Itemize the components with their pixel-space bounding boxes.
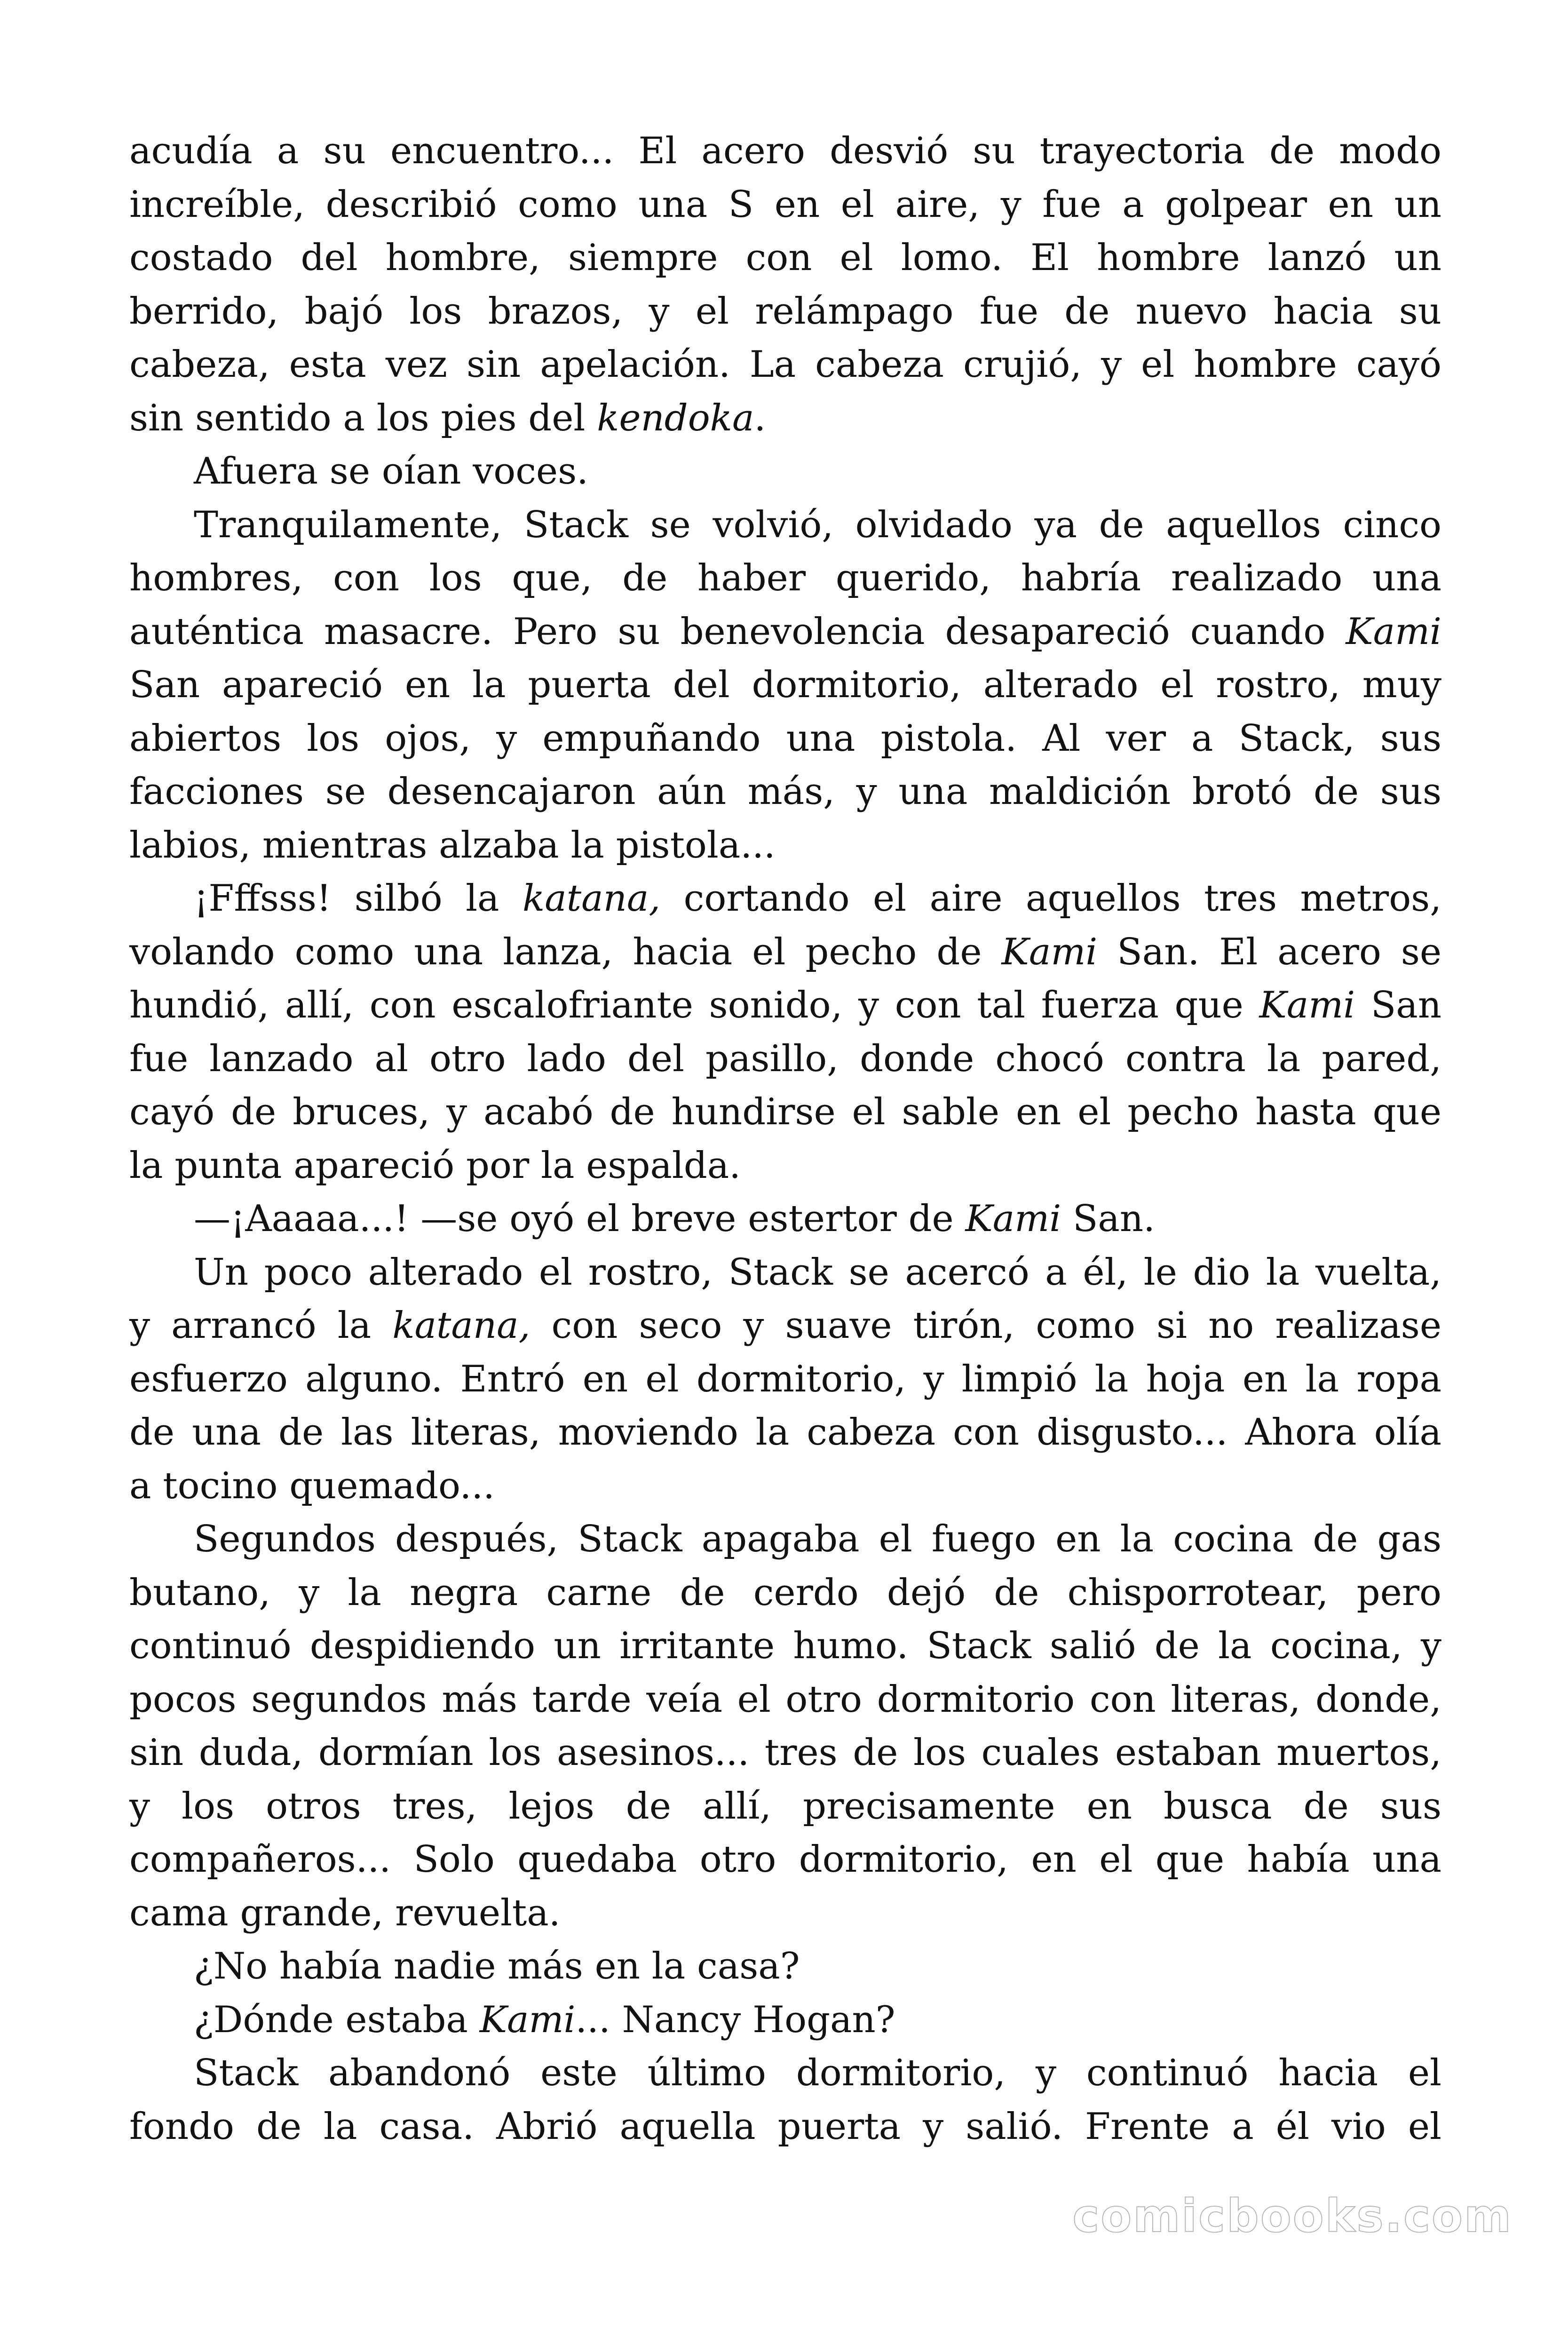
text-line [129, 125, 1441, 178]
text-line [129, 1406, 1441, 1460]
text-segment: hombres, con los que, de haber querido, habría realizado una [129, 557, 1441, 599]
text-line [129, 979, 1441, 1033]
text-segment: Stack abandonó este último dormitorio, y continuó hacia el [194, 2052, 1441, 2094]
text-line [129, 1673, 1441, 1727]
text-segment: San apareció en la puerta del dormitorio, alterado el rostro, muy [129, 664, 1441, 706]
text-segment: Tranquilamente, Stack se volvió, olvidado ya de aquellos cinco [194, 503, 1441, 546]
text-line [129, 1726, 1441, 1780]
text-line [129, 1353, 1441, 1406]
text-segment: —¡Aaaaa...! —se oyó el breve estertor de [194, 1198, 966, 1240]
text-segment: la punta apareció por la espalda. [129, 1144, 741, 1187]
text-line [129, 1887, 1441, 1940]
text-segment: y los otros tres, lejos de allí, precisamente en busca de sus [129, 1785, 1441, 1828]
text-line [129, 1994, 1441, 2047]
text-line [129, 2100, 1441, 2154]
page-text-body [129, 125, 1441, 2153]
watermark: comicbooks.com [1072, 2190, 1513, 2242]
text-line [129, 1139, 1441, 1193]
italic-text: katana, [392, 1304, 531, 1347]
text-segment: increíble, describió como una S en el aire, y fue a golpear en un [129, 183, 1441, 226]
text-segment: fue lanzado al otro lado del pasillo, donde chocó contra la pared, [129, 1037, 1441, 1080]
text-segment: y arrancó la [129, 1304, 393, 1347]
text-segment: de una de las literas, moviendo la cabeza con disgusto... Ahora olía [129, 1411, 1441, 1454]
text-line [129, 338, 1441, 392]
text-line [129, 1086, 1441, 1139]
text-line [129, 1033, 1441, 1086]
text-line [129, 1833, 1441, 1887]
text-segment: . [754, 397, 766, 439]
text-segment: ¿No había nadie más en la casa? [194, 1945, 800, 1987]
text-segment: berrido, bajó los brazos, y el relámpago fue de nuevo hacia su [129, 290, 1441, 333]
italic-text: Kami [1259, 984, 1355, 1026]
text-segment: fondo de la casa. Abrió aquella puerta y salió. Frente a él vio el [129, 2105, 1441, 2148]
text-line [129, 445, 1441, 499]
text-line [129, 712, 1441, 766]
text-segment: esfuerzo alguno. Entró en el dormitorio, y limpió la hoja en la ropa [129, 1358, 1441, 1400]
text-segment: volando como una lanza, hacia el pecho de [129, 930, 1002, 973]
text-segment: cama grande, revuelta. [129, 1891, 561, 1934]
text-line [129, 1940, 1441, 1994]
text-line [129, 765, 1441, 819]
text-line [129, 926, 1441, 979]
text-segment: ... Nancy Hogan? [575, 1998, 895, 2041]
italic-text: Kami [479, 1998, 576, 2041]
text-line [129, 392, 1441, 445]
text-line [129, 499, 1441, 552]
text-segment: butano, y la negra carne de cerdo dejó de chisporrotear, pero [129, 1571, 1441, 1614]
text-segment: San. El acero se [1097, 930, 1442, 973]
italic-text: Kami [1001, 930, 1098, 973]
text-segment: continuó despidiendo un irritante humo. Stack salió de la cocina, y [129, 1625, 1441, 1667]
text-line [129, 1620, 1441, 1673]
text-segment: sin duda, dormían los asesinos... tres de los cuales estaban muertos, [129, 1732, 1441, 1774]
text-segment: costado del hombre, siempre con el lomo. El hombre lanzó un [129, 237, 1441, 279]
text-line [129, 552, 1441, 605]
text-segment: pocos segundos más tarde veía el otro dormitorio con literas, donde, [129, 1678, 1441, 1721]
text-line [129, 178, 1441, 232]
text-segment: a tocino quemado... [129, 1464, 495, 1507]
text-segment: ¿Dónde estaba [194, 1998, 480, 2041]
text-segment: Afuera se oían voces. [194, 450, 588, 493]
text-line [129, 605, 1441, 659]
text-segment: hundió, allí, con escalofriante sonido, y con tal fuerza que [129, 984, 1259, 1026]
text-segment: sin sentido a los pies del [129, 397, 597, 439]
text-line [129, 659, 1441, 712]
text-segment: abiertos los ojos, y empuñando una pistola. Al ver a Stack, sus [129, 717, 1441, 760]
text-segment: cayó de bruces, y acabó de hundirse el sable en el pecho hasta que [129, 1091, 1441, 1133]
text-segment: auténtica masacre. Pero su benevolencia desapareció cuando [129, 610, 1346, 653]
text-line [129, 819, 1441, 873]
italic-text: kendoka [597, 397, 754, 439]
text-line [129, 1246, 1441, 1300]
text-segment: con seco y suave tirón, como si no realizase [530, 1304, 1441, 1347]
text-segment: acudía a su encuentro... El acero desvió su trayectoria de modo [129, 130, 1441, 172]
text-segment: compañeros... Solo quedaba otro dormitorio, en el que había una [129, 1838, 1441, 1881]
text-line [129, 1780, 1441, 1834]
text-segment: ¡Fffsss! silbó la [194, 877, 523, 920]
italic-text: Kami [965, 1198, 1061, 1240]
text-line [129, 1566, 1441, 1620]
text-line [129, 872, 1441, 926]
text-segment: facciones se desencajaron aún más, y una maldición brotó de sus [129, 771, 1441, 813]
text-line [129, 1299, 1441, 1353]
text-segment: labios, mientras alzaba la pistola... [129, 824, 776, 866]
text-line [129, 285, 1441, 339]
text-segment: cabeza, esta vez sin apelación. La cabeza crujió, y el hombre cayó [129, 343, 1441, 386]
text-segment: San. [1061, 1198, 1155, 1240]
italic-text: katana, [523, 877, 661, 920]
italic-text: Kami [1346, 610, 1441, 653]
text-segment: Un poco alterado el rostro, Stack se acercó a él, le dio la vuelta, [194, 1251, 1441, 1294]
text-line [129, 2047, 1441, 2100]
text-segment: cortando el aire aquellos tres metros, [660, 877, 1441, 920]
text-segment: Segundos después, Stack apagaba el fuego en la cocina de gas [194, 1518, 1441, 1560]
text-line [129, 231, 1441, 285]
text-line [129, 1513, 1441, 1566]
text-line [129, 1192, 1441, 1246]
text-line [129, 1460, 1441, 1513]
text-segment: San [1355, 984, 1441, 1026]
